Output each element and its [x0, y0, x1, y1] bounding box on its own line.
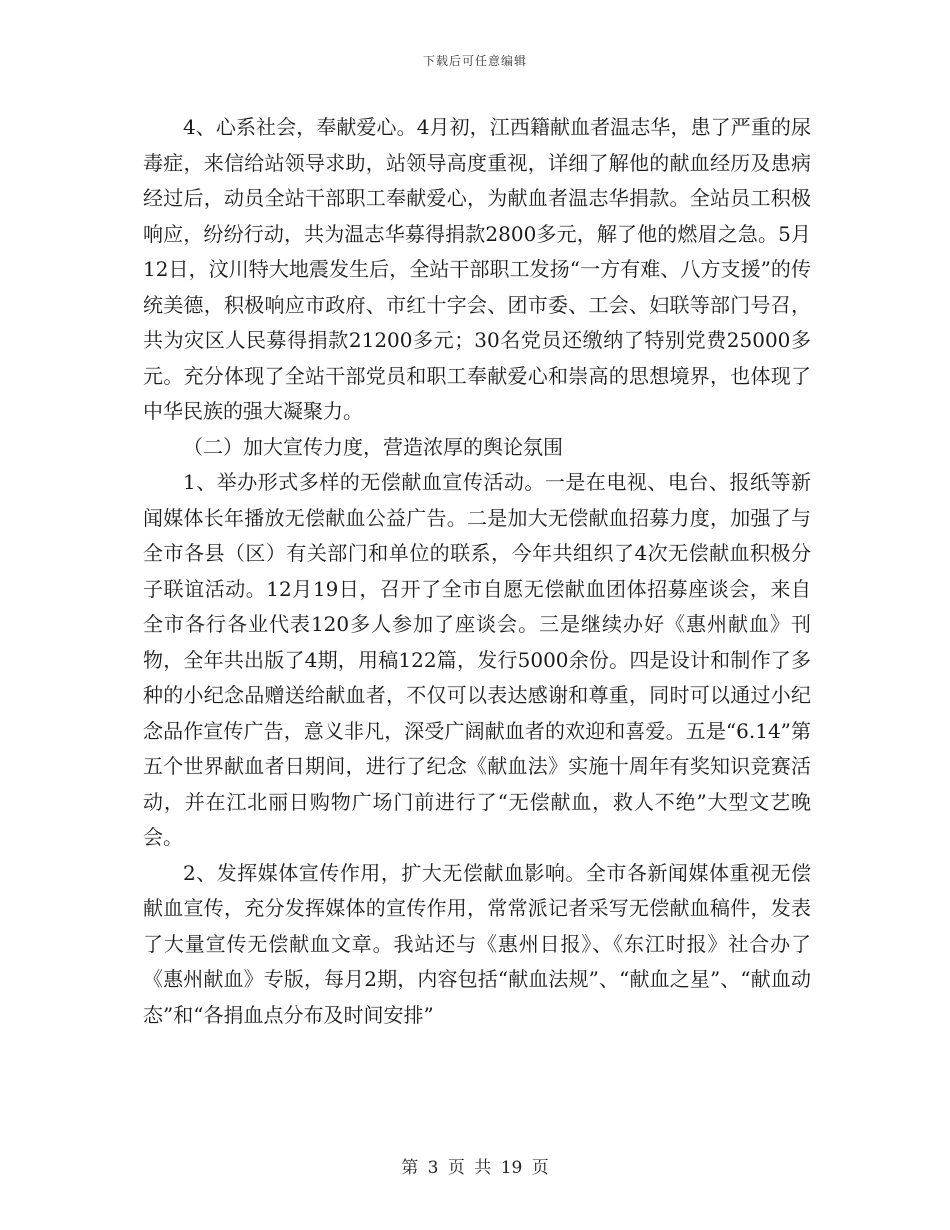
document-body	[143, 110, 811, 1033]
paragraph-media-role: 2、发挥媒体宣传作用，扩大无偿献血影响。全市各新闻媒体重视无偿献血宣传，充分发挥媒体的宣传作用，常常派记者采写无偿献血稿件，发表了大量宣传无偿献血文章。我站还与《惠州日报》、《东江时报》社合办了《惠州献血》专版，每月2期，内容包括“献血法规”、“献血之星”、“献血动态”和“各捐血点分布及时间安排”	[143, 860, 811, 1027]
paragraph-donation-love: 4、心系社会，奉献爱心。4月初，江西籍献血者温志华，患了严重的尿毒症，来信给站领导求助，站领导高度重视，详细了解他的献血经历及患病经过后，动员全站干部职工奉献爱心，为献血者温志华捐款。全站员工积极响应，纷纷行动，共为温志华募得捐款2800多元，解了他的燃眉之急。5月12日，汶川特大地震发生后，全站干部职工发扬“一方有难、八方支援”的传统美德，积极响应市政府、市红十字会、团市委、工会、妇联等部门号召，共为灾区人民募得捐款21200多元；30名党员还缴纳了特别党费25000多元。充分体现了全站干部党员和职工奉献爱心和崇高的思想境界，也体现了中华民族的强大凝聚力。	[143, 115, 811, 423]
page-number: 第 3 页 共 19 页	[401, 1158, 549, 1178]
header-note: 下载后可任意编辑	[422, 54, 527, 68]
paragraph-publicity-activities: 1、举办形式多样的无偿献血宣传活动。一是在电视、电台、报纸等新闻媒体长年播放无偿献血公益广告。二是加大无偿献血招募力度，加强了与全市各县（区）有关部门和单位的联系，今年共组织了4次无偿献血积极分子联谊活动。12月19日，召开了全市自愿无偿献血团体招募座谈会，来自全市各行各业代表120多人参加了座谈会。三是继续办好《惠州献血》刊物，全年共出版了4期，用稿122篇，发行5000余份。四是设计和制作了多种的小纪念品赠送给献血者，不仅可以表达感谢和尊重，同时可以通过小纪念品作宣传广告，意义非凡，深受广阔献血者的欢迎和喜爱。五是“6.14”第五个世界献血者日期间，进行了纪念《献血法》实施十周年有奖知识竞赛活动，并在江北丽日购物广场门前进行了“无偿献血，救人不绝”大型文艺晚会。	[143, 470, 811, 849]
section-heading-publicity: （二）加大宣传力度，营造浓厚的舆论氛围	[183, 434, 563, 459]
